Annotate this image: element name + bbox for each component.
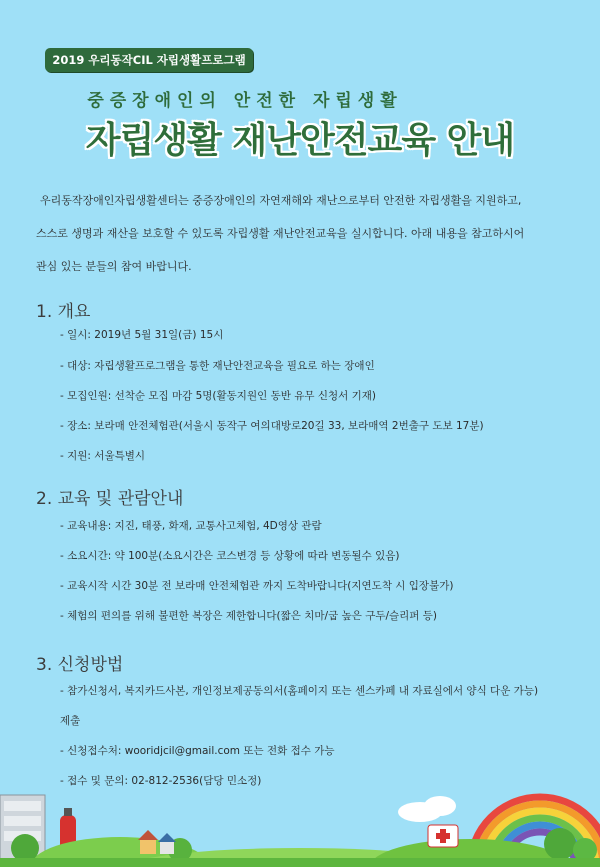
- page-title: 자립생활 재난안전교육 안내: [85, 120, 515, 161]
- list-item: - 지원: 서울특별시: [60, 448, 145, 463]
- list-item: - 교육내용: 지진, 태풍, 화재, 교통사고체험, 4D영상 관람: [60, 518, 322, 533]
- list-item: - 장소: 보라매 안전체험관(서울시 동작구 여의대방로20길 33, 보라매역 2번출구 도보 17분): [60, 418, 484, 433]
- section-application-title: 3. 신청방법: [36, 655, 124, 675]
- page-subtitle: 중증장애인의 안전한 자립생활: [87, 91, 403, 111]
- first-aid-kit-icon: [428, 825, 458, 847]
- list-item: - 체험의 편의를 위해 불편한 복장은 제한합니다(짧은 치마/굽 높은 구두/슬리퍼 등): [60, 608, 437, 623]
- intro-line: 스스로 생명과 재산을 보호할 수 있도록 자립생활 재난안전교육을 실시합니다. 아래 내용을 참고하시어: [36, 227, 525, 240]
- list-item: - 대상: 자립생활프로그램을 통한 재난안전교육을 필요로 하는 장애인: [60, 358, 375, 373]
- list-item: - 교육시작 시간 30분 전 보라매 안전체험관 까지 도착바랍니다(지연도착 시 입장불가): [60, 578, 453, 593]
- list-item-continuation: 제출: [60, 715, 81, 727]
- list-item: - 신청접수처: wooridjcil@gmail.com 또는 전화 접수 가능: [60, 743, 335, 758]
- program-badge: 2019 우리동작CIL 자립생활프로그램: [45, 48, 253, 72]
- list-item: - 소요시간: 약 100분(소요시간은 코스변경 등 상황에 따라 변동될수 있음): [60, 548, 399, 563]
- footer-scenery: [0, 770, 600, 867]
- cloud-icon: [398, 796, 456, 822]
- section-education-title: 2. 교육 및 관람안내: [36, 489, 184, 509]
- list-item: - 접수 및 문의: 02-812-2536(담당 민소정): [60, 773, 261, 788]
- intro-line: 우리동작장애인자립생활센터는 중증장애인의 자연재해와 재난으로부터 안전한 자립생활을 지원하고,: [40, 194, 522, 207]
- grass-strip: [0, 858, 600, 867]
- section-overview-title: 1. 개요: [36, 302, 91, 322]
- intro-line: 관심 있는 분들의 참여 바랍니다.: [36, 260, 192, 273]
- list-item: - 참가신청서, 복지카드사본, 개인정보제공동의서(홈페이지 또는 센스카페 내 자료실에서 양식 다운 가능): [60, 683, 538, 698]
- list-item: - 모집인원: 선착순 모집 마감 5명(활동지원인 동반 유무 신청서 기재): [60, 388, 376, 403]
- list-item: - 일시: 2019년 5월 31일(금) 15시: [60, 327, 223, 342]
- intro-text: [36, 184, 572, 283]
